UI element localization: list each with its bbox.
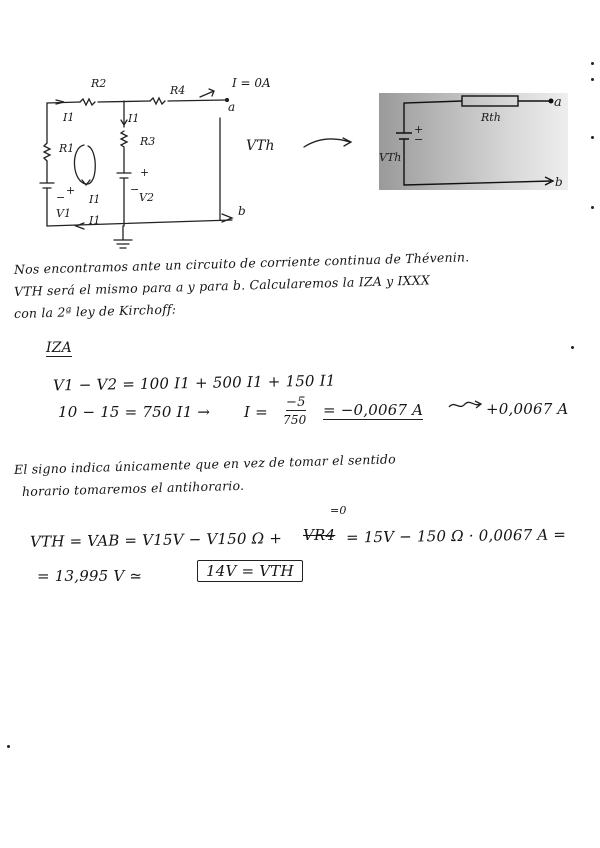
text-line-1: Nos encontramos ante un circuito de corriente continua de Thévenin.: [13, 249, 470, 277]
stray-mark: [591, 136, 594, 139]
equation-current-positive: +0,0067 A: [486, 400, 569, 418]
battery-vth: [396, 133, 412, 139]
label-v2: V2: [139, 191, 154, 204]
label-v1: V1: [56, 207, 71, 220]
fraction-numerator: −5: [286, 395, 306, 410]
label-r2: R2: [91, 77, 107, 90]
label-i1-bottom: I1: [89, 214, 101, 227]
equation-kirchhoff: V1 − V2 = 100 I1 + 500 I1 + 150 I1: [52, 371, 336, 395]
equation-vth-part1: VTH = VAB = V15V − V150 Ω +: [29, 529, 283, 551]
resistor-r4: [150, 98, 165, 104]
section-heading-iza: IZA: [46, 340, 72, 356]
battery-v1: [40, 183, 54, 188]
label-thevenin-vth: VTh: [379, 151, 402, 164]
stray-mark: [571, 346, 574, 349]
thevenin-circuit: [379, 93, 568, 190]
label-thevenin-b: b: [555, 175, 563, 189]
thevenin-dot-a: [549, 99, 554, 104]
equation-vth-value: = 13,995 V ≃: [37, 567, 143, 585]
label-minus-v1: −: [56, 191, 66, 204]
loop-arrow: [74, 145, 95, 184]
equation-vth-part2: = 15V − 150 Ω · 0,0067 A =: [345, 525, 567, 547]
thevenin-wire-top: [404, 101, 462, 133]
label-minus-v2: −: [130, 183, 140, 196]
label-plus-v2: +: [140, 166, 150, 179]
label-rth: Rth: [481, 111, 501, 124]
ground-symbol: [114, 226, 132, 248]
stray-mark: [591, 62, 594, 65]
equation-vth-boxed-result: 14V = VTH: [197, 560, 303, 582]
stray-mark: [591, 78, 594, 81]
resistor-r1: [44, 143, 50, 161]
label-i1-loop: I1: [89, 193, 101, 206]
equation-vr4-cancelled: VR4: [303, 526, 336, 544]
label-vth: VTh: [246, 138, 275, 154]
text-line-3: con la 2ª ley de Kirchoff:: [13, 301, 177, 321]
label-plus-v1: +: [66, 184, 76, 197]
thevenin-equivalent-photo: [379, 93, 568, 190]
text-line-5: horario tomaremos el antihorario.: [21, 477, 245, 499]
squiggle-arrow: [447, 398, 487, 412]
current-arrow: [200, 89, 214, 97]
wire-top-right: [168, 100, 225, 101]
thevenin-wire-left: [404, 139, 551, 185]
text-line-2: VTH será el mismo para a y para b. Calcularemos la IZA y IXXX: [13, 272, 431, 299]
resistor-r3: [121, 131, 127, 147]
battery-v2: [117, 173, 131, 178]
label-i-zero: I = 0A: [232, 76, 271, 90]
label-r1: R1: [59, 142, 75, 155]
equation-current-result: = −0,0067 A: [323, 401, 424, 419]
label-r3: R3: [140, 135, 156, 148]
label-i1-left: I1: [63, 111, 75, 124]
equation-vr4-zero: =0: [330, 504, 347, 517]
wire-bottom: [47, 220, 232, 226]
arrow-to-thevenin: [304, 138, 351, 147]
fraction-denominator: 750: [283, 413, 307, 427]
label-thevenin-plus: +: [414, 123, 424, 136]
label-thevenin-a: a: [554, 95, 562, 110]
label-i1-mid: I1: [128, 112, 140, 125]
equation-sum: 10 − 15 = 750 I1 →: [58, 403, 211, 421]
stray-mark: [591, 206, 594, 209]
stray-mark: [7, 745, 10, 748]
resistor-r2: [80, 99, 95, 105]
label-thevenin-minus: −: [414, 133, 424, 146]
resistor-rth: [462, 96, 518, 106]
text-line-4: El signo indica únicamente que en vez de tomar el sentido: [13, 451, 397, 477]
equation-i-label: I =: [244, 403, 268, 421]
label-terminal-a: a: [228, 100, 236, 114]
label-r4: R4: [170, 84, 186, 97]
arrow-bottom: [76, 223, 84, 229]
label-terminal-b: b: [238, 204, 246, 218]
